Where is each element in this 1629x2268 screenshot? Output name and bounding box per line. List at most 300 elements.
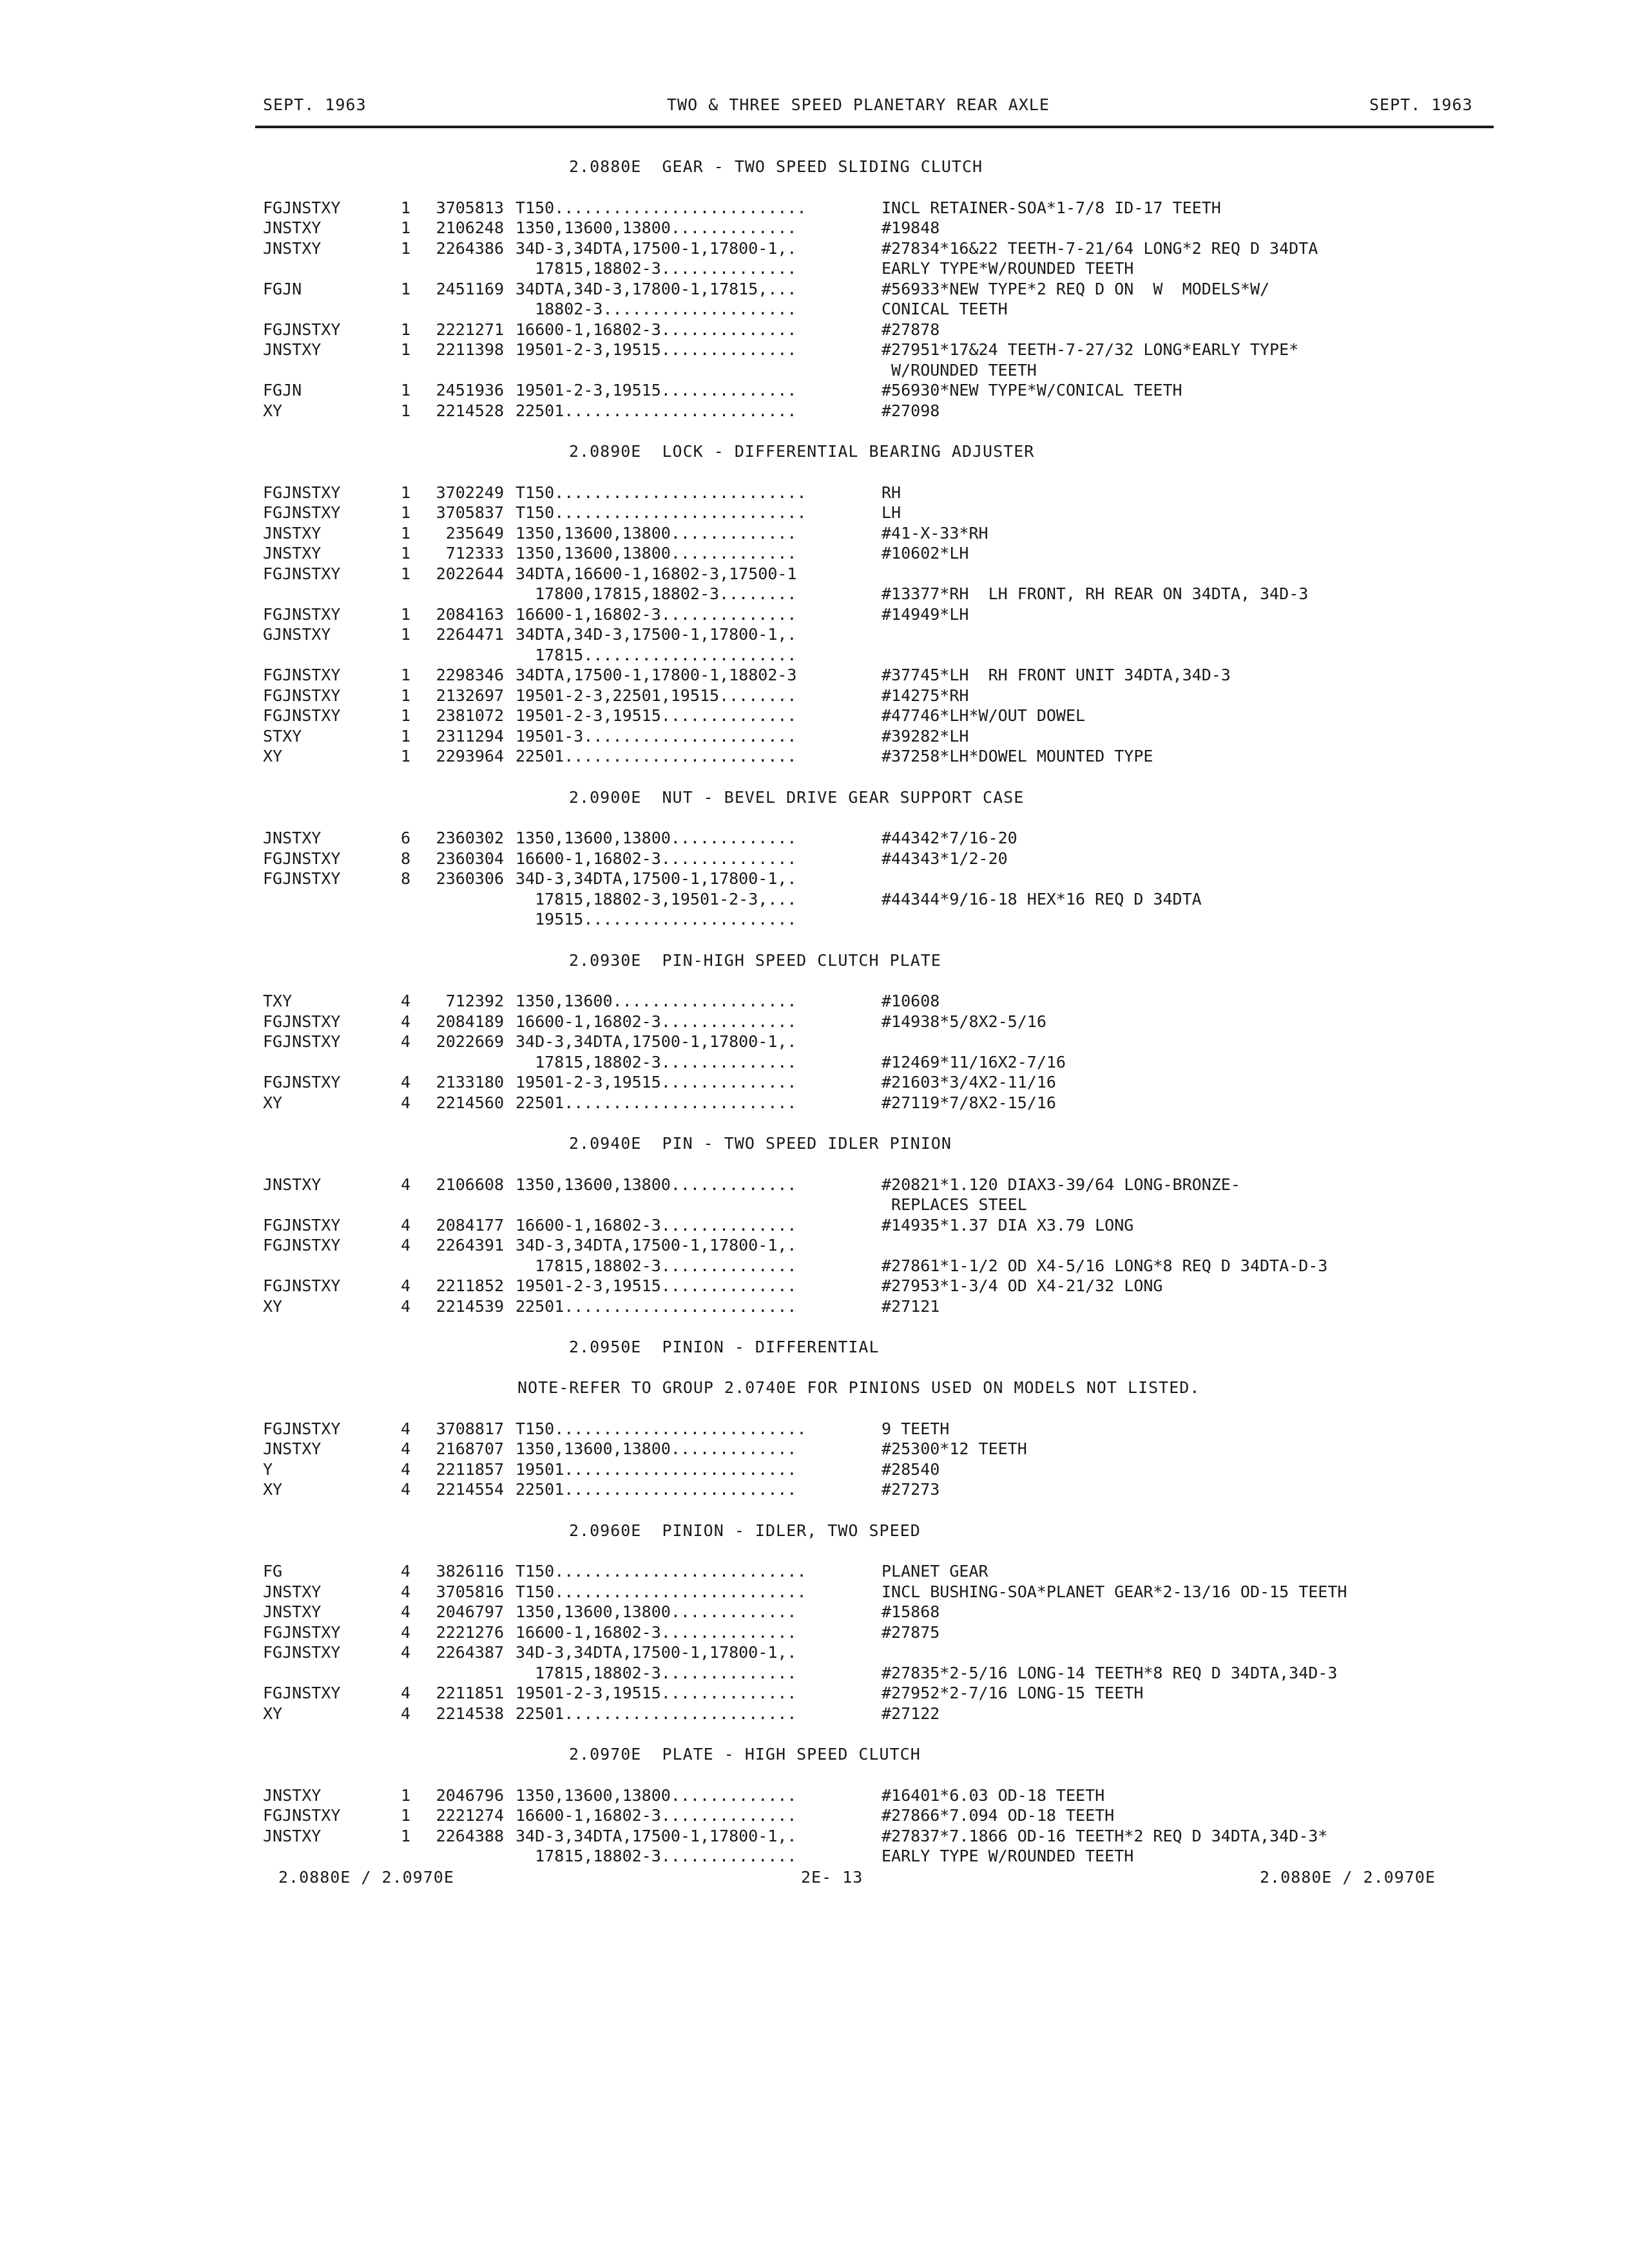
column-gap [504, 1235, 516, 1256]
part-number [410, 1663, 504, 1684]
part-number: 2221271 [436, 320, 504, 339]
description: #19848 [882, 218, 940, 237]
application: 19501........................ [516, 1459, 797, 1479]
application: 1350,13600,13800............. [516, 544, 797, 562]
models-code [263, 1256, 395, 1276]
models-code: JNSTXY [263, 1826, 322, 1845]
description: #15868 [882, 1602, 940, 1621]
models-code: FGJNSTXY [263, 1073, 341, 1091]
quantity [395, 584, 410, 604]
models-code: JNSTXY [263, 1602, 322, 1621]
description [882, 624, 1507, 645]
section-title: 2.0890E LOCK - DIFFERENTIAL BEARING ADJUSTER [569, 442, 1035, 461]
column-gap [504, 564, 516, 584]
quantity [395, 1195, 410, 1215]
part-number: 2046797 [436, 1602, 504, 1621]
catalog-section [263, 1133, 1507, 1316]
models-code [263, 1846, 395, 1867]
quantity: 1 [400, 604, 410, 624]
part-number [410, 645, 504, 666]
catalog-section [263, 1337, 1507, 1500]
part-row [263, 1012, 1507, 1032]
part-row [263, 584, 1507, 604]
section-title: 2.0970E PLATE - HIGH SPEED CLUTCH [569, 1745, 921, 1763]
description: REPLACES STEEL [882, 1195, 1027, 1214]
part-row [263, 1826, 1507, 1847]
application: 18802-3.................... [516, 300, 797, 318]
part-row [263, 1175, 1507, 1195]
part-number: 2221276 [436, 1622, 504, 1642]
description: #39282*LH [882, 726, 969, 745]
part-number: 2214528 [436, 401, 504, 420]
description: #28540 [882, 1459, 940, 1479]
part-number: 712392 [445, 992, 504, 1010]
part-number [410, 1195, 504, 1215]
part-number: 2211398 [436, 340, 504, 359]
column-gap [504, 258, 516, 279]
description: #13377*RH LH FRONT, RH REAR ON 34DTA, 34D-3 [882, 584, 1309, 603]
part-row [263, 726, 1507, 747]
application: 19501-2-3,19515.............. [516, 1276, 797, 1295]
quantity [395, 1846, 410, 1867]
application: 34D-3,34DTA,17500-1,17800-1,. [516, 1032, 797, 1051]
quantity: 4 [400, 1215, 410, 1235]
application: 34DTA,17500-1,17800-1,18802-3 [516, 666, 797, 684]
application: 19501-2-3,19515.............. [516, 340, 797, 359]
section-title: 2.0960E PINION - IDLER, TWO SPEED [569, 1521, 921, 1540]
part-row [263, 665, 1507, 686]
models-code: FGJNSTXY [263, 604, 341, 624]
quantity: 1 [400, 1826, 410, 1845]
application: 17815,18802-3.............. [516, 1663, 797, 1682]
application: 19501-2-3,22501,19515........ [516, 686, 797, 705]
column-gap [504, 380, 516, 401]
parts-list [263, 483, 1507, 767]
quantity [395, 299, 410, 320]
part-number: 2211857 [436, 1459, 504, 1479]
models-code [263, 360, 395, 381]
part-number [410, 299, 504, 320]
part-number: 2214560 [436, 1093, 504, 1112]
parts-list [263, 1419, 1507, 1500]
part-number: 3705816 [436, 1582, 504, 1601]
models-code: JNSTXY [263, 1785, 322, 1805]
quantity: 4 [400, 1459, 410, 1479]
quantity: 8 [400, 869, 410, 888]
application: 16600-1,16802-3.............. [516, 1622, 797, 1642]
part-row [263, 564, 1507, 584]
quantity: 1 [400, 564, 410, 583]
parts-list [263, 198, 1507, 421]
part-number: 2022669 [436, 1032, 504, 1051]
description: #27837*7.1866 OD-16 TEETH*2 REQ D 34DTA,34D-3* [882, 1826, 1328, 1845]
application: 17800,17815,18802-3........ [516, 584, 797, 603]
description: RH [882, 483, 901, 502]
part-number: 2360302 [436, 829, 504, 847]
part-row [263, 543, 1507, 564]
part-number: 2106608 [436, 1175, 504, 1194]
description [882, 1642, 1507, 1663]
description [882, 645, 1507, 666]
column-gap [504, 1479, 516, 1500]
application: 16600-1,16802-3.............. [516, 1215, 797, 1235]
part-row [263, 340, 1507, 360]
column-gap [504, 401, 516, 421]
application: 16600-1,16802-3.............. [516, 849, 797, 868]
parts-list [263, 991, 1507, 1113]
part-number: 2106248 [436, 218, 504, 237]
part-row [263, 279, 1507, 300]
column-gap [504, 299, 516, 320]
description: #25300*12 TEETH [882, 1439, 1027, 1458]
part-number: 2046796 [436, 1785, 504, 1805]
part-row [263, 1459, 1507, 1480]
description: #27098 [882, 401, 940, 420]
part-number: 2381072 [436, 706, 504, 725]
application: 1350,13600,13800............. [516, 218, 797, 237]
column-gap [504, 1683, 516, 1704]
description: #27119*7/8X2-15/16 [882, 1093, 1056, 1112]
column-gap [504, 889, 516, 910]
models-code: FGJN [263, 381, 302, 399]
quantity: 1 [400, 523, 410, 543]
part-number [410, 1052, 504, 1073]
catalog-section [263, 441, 1507, 767]
part-number: 2084177 [436, 1215, 504, 1235]
part-row [263, 849, 1507, 869]
part-number: 712333 [445, 544, 504, 562]
models-code [263, 1663, 395, 1684]
models-code: JNSTXY [263, 218, 322, 237]
models-code [263, 258, 395, 279]
description: #12469*11/16X2-7/16 [882, 1052, 1066, 1072]
section-title: 2.0880E GEAR - TWO SPEED SLIDING CLUTCH [569, 157, 983, 176]
part-number: 2360304 [436, 849, 504, 868]
section-title: 2.0940E PIN - TWO SPEED IDLER PINION [569, 1134, 952, 1153]
models-code: FGJNSTXY [263, 1032, 341, 1051]
column-gap [504, 1195, 516, 1215]
models-code: JNSTXY [263, 523, 322, 543]
models-code: GJNSTXY [263, 625, 331, 644]
column-gap [504, 218, 516, 238]
quantity: 4 [400, 1419, 410, 1438]
part-row [263, 1419, 1507, 1439]
part-row [263, 258, 1507, 279]
quantity [395, 1663, 410, 1684]
column-gap [504, 198, 516, 218]
application: 19515...................... [516, 910, 797, 928]
quantity: 4 [400, 1439, 410, 1458]
part-number: 2084163 [436, 604, 504, 624]
part-number: 2293964 [436, 747, 504, 765]
application: 34D-3,34DTA,17500-1,17800-1,. [516, 1826, 797, 1845]
quantity: 1 [400, 503, 410, 522]
quantity: 1 [400, 747, 410, 765]
description: #21603*3/4X2-11/16 [882, 1073, 1056, 1091]
part-row [263, 1195, 1507, 1215]
models-code: XY [263, 1093, 283, 1112]
models-code: FGJNSTXY [263, 1643, 341, 1662]
application: T150.......................... [516, 483, 807, 502]
description: #27834*16&22 TEETH-7-21/64 LONG*2 REQ D 34DTA [882, 238, 1318, 258]
quantity: 4 [400, 1684, 410, 1702]
description: #27951*17&24 TEETH-7-27/32 LONG*EARLY TYPE* [882, 340, 1299, 359]
part-row [263, 1622, 1507, 1643]
column-gap [504, 726, 516, 747]
description: #47746*LH*W/OUT DOWEL [882, 706, 1086, 725]
quantity: 1 [400, 340, 410, 359]
column-gap [504, 543, 516, 564]
part-number: 2211852 [436, 1276, 504, 1295]
description: #20821*1.120 DIAX3-39/64 LONG-BRONZE- [882, 1175, 1240, 1194]
description: #14949*LH [882, 604, 969, 624]
description: #27122 [882, 1704, 940, 1723]
part-number [410, 1846, 504, 1867]
models-code: FG [263, 1562, 283, 1581]
part-number: 2211851 [436, 1684, 504, 1702]
application: 22501........................ [516, 1296, 797, 1316]
part-row [263, 360, 1507, 381]
description: #27866*7.094 OD-18 TEETH [882, 1806, 1115, 1825]
models-code: FGJNSTXY [263, 849, 341, 868]
part-row [263, 218, 1507, 238]
models-code: FGJNSTXY [263, 1276, 341, 1295]
models-code: FGJNSTXY [263, 1622, 341, 1642]
part-row [263, 483, 1507, 503]
application: 34D-3,34DTA,17500-1,17800-1,. [516, 1236, 797, 1254]
part-number: 2264387 [436, 1643, 504, 1662]
models-code: JNSTXY [263, 1175, 322, 1194]
catalog-section [263, 787, 1507, 930]
part-row [263, 828, 1507, 849]
parts-list [263, 1175, 1507, 1317]
description: LH [882, 503, 901, 522]
description: #37258*LH*DOWEL MOUNTED TYPE [882, 747, 1153, 765]
column-gap [504, 1785, 516, 1806]
column-gap [504, 849, 516, 869]
models-code: FGJNSTXY [263, 1806, 341, 1825]
application: 17815,18802-3.............. [516, 1256, 797, 1275]
part-number: 2214539 [436, 1296, 504, 1316]
part-row [263, 1683, 1507, 1704]
quantity: 4 [400, 1276, 410, 1295]
models-code [263, 645, 395, 666]
column-gap [504, 1826, 516, 1847]
description: #27273 [882, 1480, 940, 1499]
column-gap [504, 1622, 516, 1643]
column-gap [504, 1805, 516, 1826]
description: INCL RETAINER-SOA*1-7/8 ID-17 TEETH [882, 198, 1221, 217]
models-code [263, 909, 395, 930]
models-code: STXY [263, 726, 302, 745]
models-code: JNSTXY [263, 544, 322, 562]
part-row [263, 889, 1507, 910]
application: T150.......................... [516, 1419, 807, 1438]
models-code [263, 1052, 395, 1073]
part-number: 3702249 [436, 483, 504, 502]
part-row [263, 1602, 1507, 1622]
quantity [395, 909, 410, 930]
quantity: 1 [400, 483, 410, 502]
models-code: TXY [263, 992, 293, 1010]
part-row [263, 401, 1507, 421]
quantity: 1 [400, 726, 410, 745]
part-row [263, 1093, 1507, 1113]
description: PLANET GEAR [882, 1562, 988, 1581]
part-row [263, 1561, 1507, 1582]
quantity: 4 [400, 1236, 410, 1254]
application: 1350,13600,13800............. [516, 1439, 797, 1458]
column-gap [504, 1276, 516, 1296]
part-row [263, 991, 1507, 1012]
part-number: 3705813 [436, 198, 504, 217]
column-gap [504, 584, 516, 604]
application: 19501-2-3,19515.............. [516, 381, 797, 399]
models-code: JNSTXY [263, 829, 322, 847]
column-gap [504, 483, 516, 503]
description: #56930*NEW TYPE*W/CONICAL TEETH [882, 381, 1182, 399]
quantity: 1 [400, 666, 410, 684]
application: 19501-2-3,19515.............. [516, 1684, 797, 1702]
part-row [263, 1256, 1507, 1276]
models-code: Y [263, 1459, 273, 1479]
description: #27861*1-1/2 OD X4-5/16 LONG*8 REQ D 34DTA-D-3 [882, 1256, 1328, 1275]
part-row [263, 299, 1507, 320]
models-code [263, 1195, 395, 1215]
column-gap [504, 1642, 516, 1663]
quantity: 4 [400, 1012, 410, 1031]
models-code [263, 889, 395, 910]
application: 19501-3...................... [516, 726, 797, 745]
part-number: 2133180 [436, 1073, 504, 1091]
application: 17815...................... [516, 645, 797, 664]
application: 22501........................ [516, 1480, 797, 1499]
catalog-section [263, 157, 1507, 421]
application: 1350,13600,13800............. [516, 1175, 797, 1194]
part-row [263, 198, 1507, 218]
application: 34D-3,34DTA,17500-1,17800-1,. [516, 238, 797, 258]
parts-catalog [263, 157, 1507, 1867]
description: INCL BUSHING-SOA*PLANET GEAR*2-13/16 OD-15 TEETH [882, 1582, 1347, 1601]
models-code: FGJNSTXY [263, 1684, 341, 1702]
part-row [263, 604, 1507, 625]
quantity: 1 [400, 198, 410, 217]
application: 34DTA,16600-1,16802-3,17500-1 [516, 564, 797, 583]
column-gap [504, 523, 516, 544]
quantity [395, 1052, 410, 1073]
description: 9 TEETH [882, 1419, 950, 1438]
column-gap [504, 665, 516, 686]
quantity: 4 [400, 1582, 410, 1601]
application: 16600-1,16802-3.............. [516, 604, 797, 624]
header-date-right: SEPT. 1963 [1369, 95, 1473, 114]
application: 34D-3,34DTA,17500-1,17800-1,. [516, 869, 797, 888]
part-row [263, 1439, 1507, 1459]
part-number: 2298346 [436, 666, 504, 684]
description: #27875 [882, 1622, 940, 1642]
application: 17815,18802-3.............. [516, 1847, 797, 1865]
application: 22501........................ [516, 1093, 797, 1112]
application: 17815,18802-3.............. [516, 259, 797, 278]
description [882, 1032, 1507, 1052]
application [516, 1195, 882, 1215]
quantity: 1 [400, 1806, 410, 1825]
description: #37745*LH RH FRONT UNIT 34DTA,34D-3 [882, 666, 1231, 684]
column-gap [504, 1846, 516, 1867]
description: #14275*RH [882, 686, 969, 705]
application: 1350,13600,13800............. [516, 1602, 797, 1621]
column-gap [504, 503, 516, 523]
column-gap [504, 1215, 516, 1236]
quantity [395, 1256, 410, 1276]
part-row [263, 645, 1507, 666]
quantity: 4 [400, 1480, 410, 1499]
models-code [263, 299, 395, 320]
part-row [263, 1704, 1507, 1724]
models-code: FGJNSTXY [263, 706, 341, 725]
parts-list [263, 1785, 1507, 1867]
part-number: 2264471 [436, 625, 504, 644]
application: T150.......................... [516, 1582, 807, 1601]
part-row [263, 1296, 1507, 1317]
quantity: 1 [400, 625, 410, 644]
application: 1350,13600,13800............. [516, 523, 797, 543]
part-number: 2451936 [436, 381, 504, 399]
quantity [395, 889, 410, 910]
column-gap [504, 645, 516, 666]
application: 1350,13600,13800............. [516, 829, 797, 847]
description: #27835*2-5/16 LONG-14 TEETH*8 REQ D 34DTA,34D-3 [882, 1663, 1338, 1682]
description [882, 909, 1507, 930]
models-code: FGJNSTXY [263, 1419, 341, 1438]
quantity: 4 [400, 1643, 410, 1662]
models-code: FGJNSTXY [263, 320, 341, 339]
models-code: FGJNSTXY [263, 686, 341, 705]
models-code: JNSTXY [263, 1582, 322, 1601]
column-gap [504, 686, 516, 706]
part-number: 2168707 [436, 1439, 504, 1458]
column-gap [504, 1175, 516, 1195]
part-number: 2132697 [436, 686, 504, 705]
part-row [263, 746, 1507, 767]
part-row [263, 1642, 1507, 1663]
quantity: 1 [400, 544, 410, 562]
quantity: 1 [400, 320, 410, 339]
column-gap [504, 1072, 516, 1093]
description: #44344*9/16-18 HEX*16 REQ D 34DTA [882, 889, 1202, 908]
part-row [263, 1032, 1507, 1052]
column-gap [504, 279, 516, 300]
models-code: XY [263, 401, 283, 420]
part-row [263, 624, 1507, 645]
quantity: 4 [400, 992, 410, 1010]
application: 17815,18802-3.............. [516, 1052, 797, 1072]
column-gap [504, 1663, 516, 1684]
part-number: 2311294 [436, 726, 504, 745]
quantity: 6 [400, 829, 410, 847]
models-code: FGJNSTXY [263, 198, 341, 217]
models-code: XY [263, 747, 283, 765]
application: 1350,13600................... [516, 992, 797, 1010]
column-gap [504, 991, 516, 1012]
quantity: 1 [400, 381, 410, 399]
application: T150.......................... [516, 198, 807, 217]
models-code: JNSTXY [263, 1439, 322, 1458]
parts-list [263, 1561, 1507, 1724]
models-code: FGJNSTXY [263, 1012, 341, 1031]
application: 34DTA,34D-3,17500-1,17800-1,. [516, 625, 797, 644]
part-row [263, 1276, 1507, 1296]
